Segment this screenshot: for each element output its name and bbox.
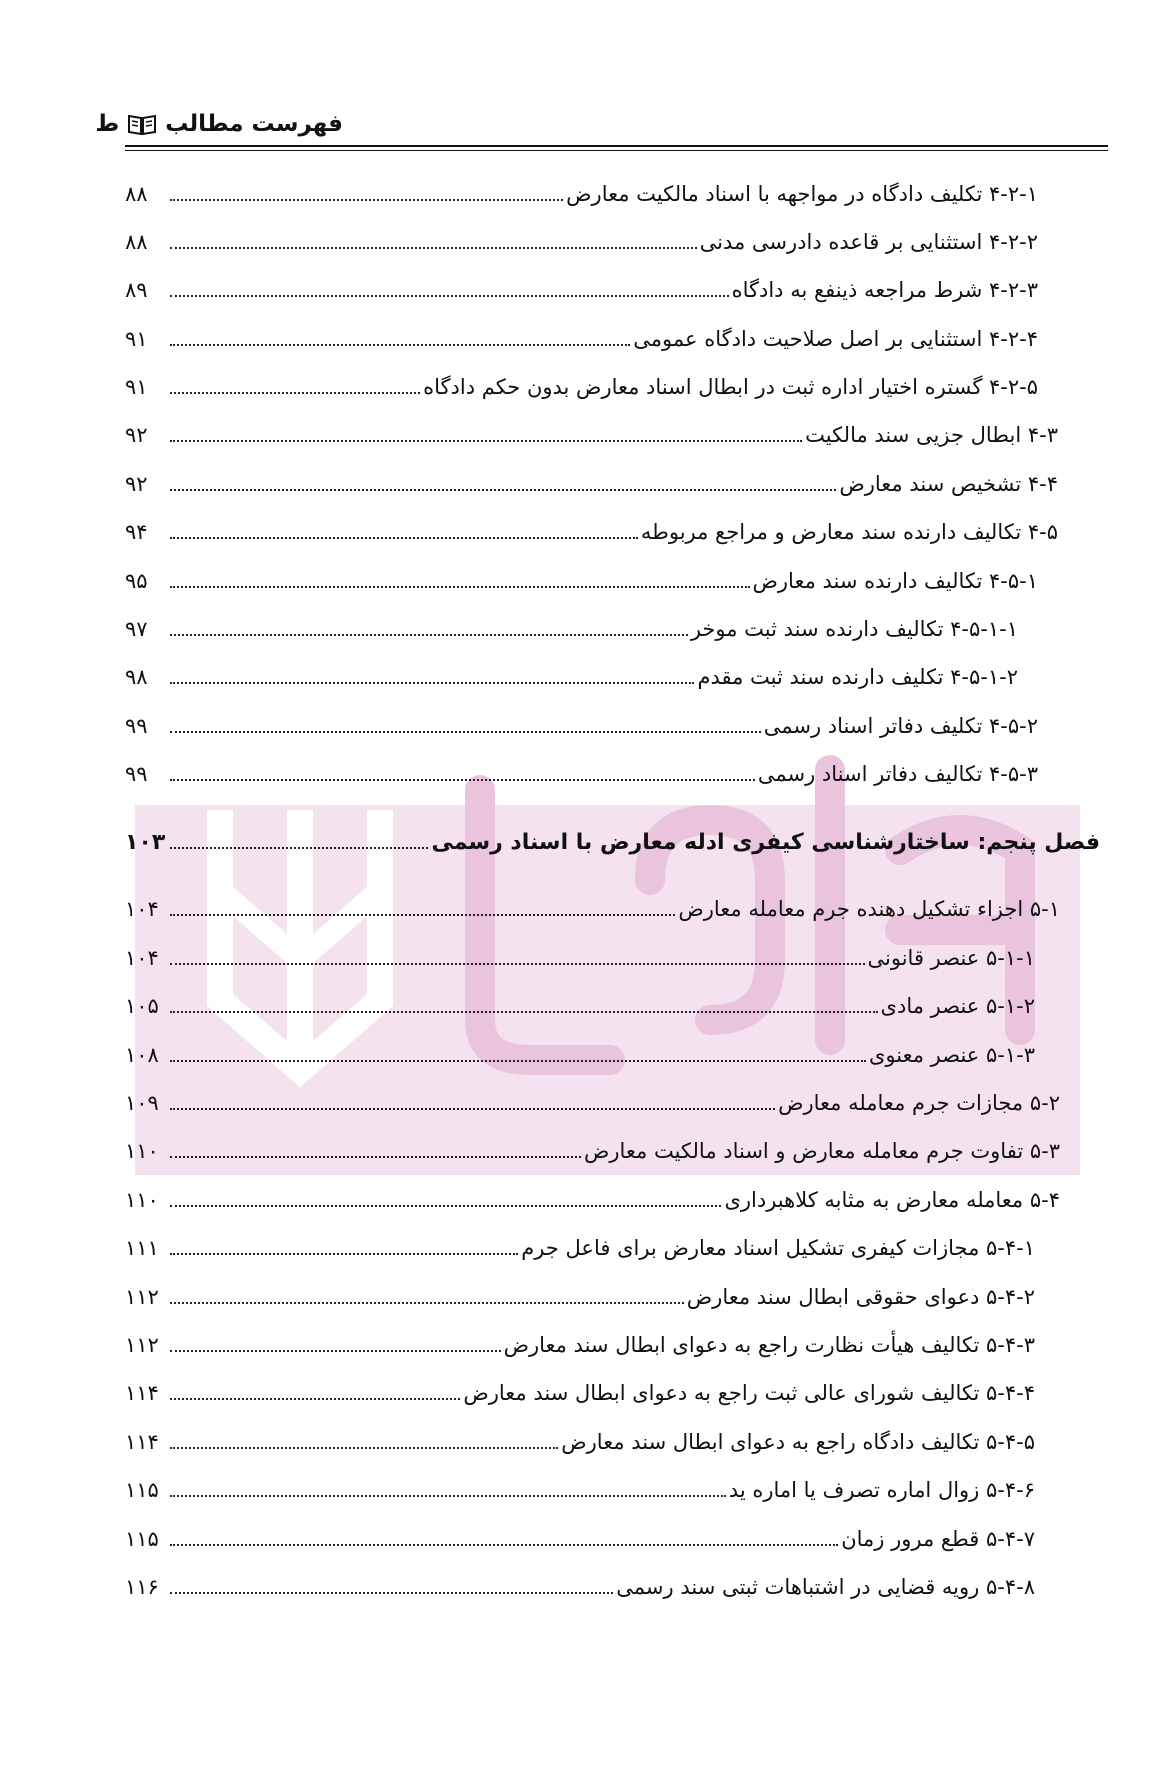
toc-entry-5-4-7[interactable]: [125, 1519, 1035, 1559]
toc-entry-title: ۴-۵-۱-۱ تکالیف دارنده سند ثبت موخر: [690, 617, 1018, 641]
toc-entry-page: ۹۲: [125, 472, 148, 496]
toc-entry-page: ۸۸: [125, 230, 148, 254]
toc-entry-4-5-1[interactable]: [125, 561, 1038, 601]
toc-entry-title: ۴-۵-۳ تکالیف دفاتر اسناد رسمی: [757, 762, 1038, 786]
toc-entry-4-2-1[interactable]: [125, 174, 1038, 214]
toc-entry-title: ۵-۴-۴ تکالیف شورای عالی ثبت راجع به دعوای ابطال سند معارض: [463, 1381, 1035, 1405]
dot-leader: [170, 658, 694, 684]
toc-entry-page: ۸۸: [125, 182, 148, 206]
toc-entry-page: ۱۱۵: [125, 1527, 159, 1551]
toc-entry-page: ۱۱۴: [125, 1381, 159, 1405]
toc-entry-title: ۵-۳ تفاوت جرم معامله معارض و اسناد مالکیت معارض: [583, 1139, 1060, 1163]
toc-entry-4-2-3[interactable]: [125, 270, 1038, 310]
toc-entry-4-5-3[interactable]: [125, 754, 1038, 794]
dot-leader: [170, 1326, 501, 1352]
toc-entry-5-4[interactable]: [125, 1180, 1060, 1220]
toc-entry-4-5-1-2[interactable]: [125, 657, 1018, 697]
dot-leader: [170, 1520, 838, 1546]
toc-entry-5-2[interactable]: [125, 1083, 1060, 1123]
toc-entry-page: ۱۱۱: [125, 1236, 159, 1260]
toc-entry-title: ۵-۴-۶ زوال اماره تصرف یا اماره ید: [728, 1478, 1035, 1502]
toc-entry-title: ۵-۴-۵ تکالیف دادگاه راجع به دعوای ابطال سند معارض: [561, 1430, 1035, 1454]
dot-leader: [170, 368, 420, 394]
dot-leader: [170, 1229, 518, 1255]
dot-leader: [170, 1374, 460, 1400]
toc-entry-4-2-2[interactable]: [125, 222, 1038, 262]
dot-leader: [170, 1132, 581, 1158]
toc-entry-page: ۱۱۶: [125, 1575, 159, 1599]
dot-leader: [170, 610, 688, 636]
toc-entry-5-1-1[interactable]: [125, 938, 1035, 978]
toc-entry-title: ۴-۵-۲ تکلیف دفاتر اسناد رسمی: [763, 714, 1038, 738]
toc-entry-title: ۵-۴-۱ مجازات کیفری تشکیل اسناد معارض برای فاعل جرم: [521, 1236, 1035, 1260]
toc-entry-page: ۱۱۰: [125, 1188, 159, 1212]
dot-leader: [170, 416, 802, 442]
toc-entry-title: ۵-۴-۷ قطع مرور زمان: [841, 1527, 1035, 1551]
toc-entry-title: ۴-۴ تشخیص سند معارض: [839, 472, 1058, 496]
dot-leader: [170, 987, 878, 1013]
toc-entry-page: ۱۱۵: [125, 1478, 159, 1502]
toc-entry-title: ۵-۴ معامله معارض به مثابه کلاهبرداری: [724, 1188, 1060, 1212]
toc-entry-title: ۴-۲-۲ استثنایی بر قاعده دادرسی مدنی: [699, 230, 1038, 254]
dot-leader: [170, 1084, 775, 1110]
toc-entry-title: ۵-۱-۳ عنصر معنوی: [868, 1043, 1035, 1067]
toc-entry-5-1-3[interactable]: [125, 1035, 1035, 1075]
toc-entry-title: ۵-۴-۲ دعوای حقوقی ابطال سند معارض: [686, 1285, 1035, 1309]
toc-entry-page: ۱۱۰: [125, 1139, 159, 1163]
dot-leader: [170, 939, 865, 965]
dot-leader: [170, 271, 729, 297]
toc-entry-page: ۱۱۲: [125, 1333, 159, 1357]
dot-leader: [170, 1036, 866, 1062]
toc-entry-title: ۴-۲-۵ گستره اختیار اداره ثبت در ابطال اسناد معارض بدون حکم دادگاه: [423, 375, 1038, 399]
header-page-letter: ط: [95, 111, 120, 137]
toc-entry-4-3[interactable]: [125, 415, 1058, 455]
dot-leader: [170, 1181, 721, 1207]
toc-entry-page: ۱۰۹: [125, 1091, 159, 1115]
toc-entry-page: ۹۷: [125, 617, 148, 641]
toc-entry-title: ۴-۲-۳ شرط مراجعه ذینفع به دادگاه: [731, 278, 1038, 302]
dot-leader: [170, 1568, 613, 1594]
toc-entry-title: ۵-۱-۲ عنصر مادی: [880, 994, 1035, 1018]
dot-leader: [170, 320, 630, 346]
dot-leader: [170, 823, 428, 849]
toc-entry-5-4-2[interactable]: [125, 1277, 1035, 1317]
toc-entry-page: ۹۵: [125, 569, 148, 593]
toc-entry-4-4[interactable]: [125, 464, 1058, 504]
toc-entry-page: ۹۹: [125, 714, 148, 738]
toc-entry-page: ۱۰۴: [125, 897, 159, 921]
dot-leader: [170, 465, 836, 491]
toc-entry-5-4-3[interactable]: [125, 1325, 1035, 1365]
dot-leader: [170, 1278, 684, 1304]
dot-leader: [170, 223, 697, 249]
toc-entry-page: ۹۱: [125, 375, 148, 399]
toc-entry-title: ۴-۲-۴ استثنایی بر اصل صلاحیت دادگاه عمومی: [633, 327, 1038, 351]
toc-entry-5-4-8[interactable]: [125, 1567, 1035, 1607]
dot-leader: [170, 513, 638, 539]
dot-leader: [170, 890, 675, 916]
toc-entry-page: ۹۸: [125, 665, 148, 689]
toc-entry-5-1-2[interactable]: [125, 986, 1035, 1026]
toc-entry-title: ۵-۴-۳ تکالیف هیأت نظارت راجع به دعوای ابطال سند معارض: [503, 1333, 1035, 1357]
toc-entry-title: ۴-۳ ابطال جزیی سند مالکیت: [805, 423, 1058, 447]
toc-entry-page: ۹۲: [125, 423, 148, 447]
toc-entry-4-5-2[interactable]: [125, 706, 1038, 746]
toc-entry-title: ۵-۲ مجازات جرم معامله معارض: [778, 1091, 1060, 1115]
toc-entry-page: ۹۹: [125, 762, 148, 786]
toc-entry-4-5-1-1[interactable]: [125, 609, 1018, 649]
toc-entry-page: ۱۰۴: [125, 946, 159, 970]
toc-entry-title: ۴-۵-۱ تکالیف دارنده سند معارض: [752, 569, 1038, 593]
toc-entry-page: ۱۰۸: [125, 1043, 159, 1067]
header-title: فهرست مطالب: [165, 111, 343, 137]
toc-entry-title: ۴-۵-۱-۲ تکلیف دارنده سند ثبت مقدم: [697, 665, 1018, 689]
toc-entry-5-1[interactable]: [125, 889, 1060, 929]
toc-entry-title: ۵-۱ اجزاء تشکیل دهنده جرم معامله معارض: [678, 897, 1060, 921]
toc-chapter-title: فصل پنجم: ساختارشناسی کیفری ادله معارض با اسناد رسمی: [431, 829, 1100, 855]
dot-leader: [170, 175, 563, 201]
toc-entry-5-4-5[interactable]: [125, 1422, 1035, 1462]
toc-entry-5-4-1[interactable]: [125, 1228, 1035, 1268]
toc-entry-page: ۹۱: [125, 327, 148, 351]
toc-entry-page: ۱۱۴: [125, 1430, 159, 1454]
toc-entry-title: ۴-۲-۱ تکلیف دادگاه در مواجهه با اسناد مالکیت معارض: [566, 182, 1038, 206]
toc-chapter-5[interactable]: [125, 822, 1100, 862]
toc-entry-5-4-4[interactable]: [125, 1373, 1035, 1413]
toc-entry-4-5[interactable]: [125, 512, 1058, 552]
dot-leader: [170, 1471, 726, 1497]
toc-entry-page: ۱۰۵: [125, 994, 159, 1018]
toc-entry-5-3[interactable]: [125, 1131, 1060, 1171]
toc-entry-4-2-5[interactable]: [125, 367, 1038, 407]
toc-entry-page: ۸۹: [125, 278, 148, 302]
toc-entry-title: ۵-۴-۸ رویه قضایی در اشتباهات ثبتی سند رسمی: [616, 1575, 1035, 1599]
toc-entry-4-2-4[interactable]: [125, 319, 1038, 359]
dot-leader: [170, 1423, 558, 1449]
toc-entry-title: ۵-۱-۱ عنصر قانونی: [867, 946, 1035, 970]
toc-entry-page: ۹۴: [125, 520, 148, 544]
dot-leader: [170, 562, 750, 588]
toc-entry-5-4-6[interactable]: [125, 1470, 1035, 1510]
dot-leader: [170, 707, 761, 733]
dot-leader: [170, 755, 755, 781]
toc-chapter-page: ۱۰۳: [125, 829, 166, 855]
toc-entry-page: ۱۱۲: [125, 1285, 159, 1309]
toc-entry-title: ۴-۵ تکالیف دارنده سند معارض و مراجع مربوطه: [640, 520, 1058, 544]
